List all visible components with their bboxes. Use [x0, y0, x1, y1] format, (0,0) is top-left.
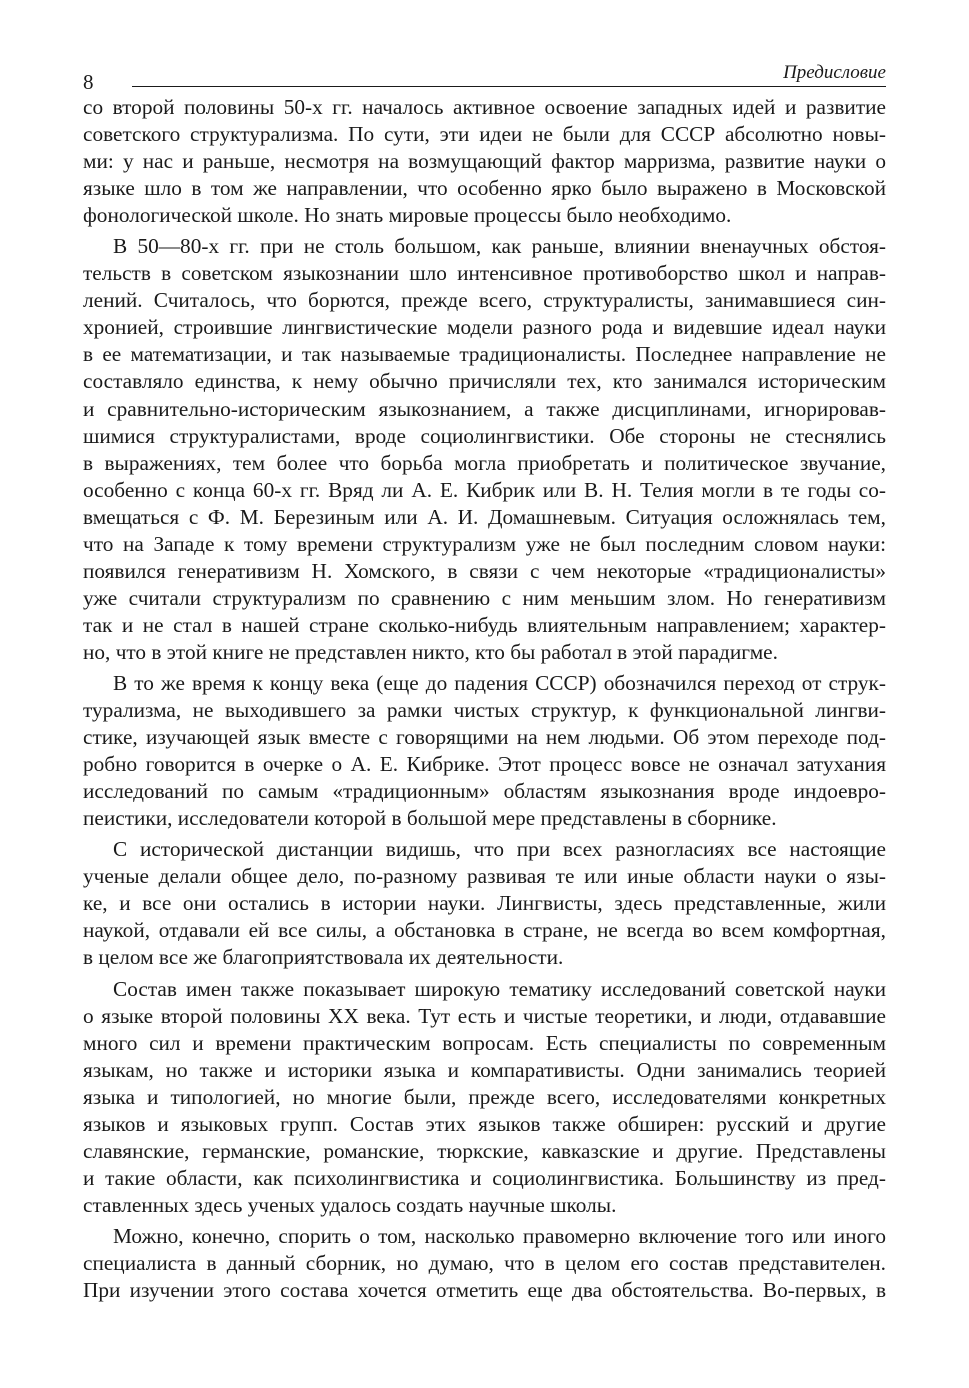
text-line: советского структурализма. По сути, эти идеи не были для СССР абсолютно новы-	[83, 122, 886, 147]
text-line: и такие области, как психолингвистика и социолингвистика. Большинству из пред-	[83, 1165, 886, 1190]
text-line: ученые делали общее дело, по-разному развивая те или иные области науки о язы-	[83, 864, 886, 889]
text-line: ми: у нас и раньше, несмотря на возмущающий фактор марризма, развитие науки о	[83, 149, 886, 174]
text-line: составляло единства, к нему обычно причисляли тех, кто занимался историческим	[83, 369, 886, 394]
text-line: ке, и все они остались в истории науки. Лингвисты, здесь представленные, жили	[83, 891, 886, 916]
text-line: языке шло в том же направлении, что особенно ярко было выражено в Московской	[83, 176, 886, 201]
text-line: уже считали структурализм по сравнению с ним меньшим злом. Но генеративизм	[83, 585, 886, 610]
paragraph	[83, 836, 886, 971]
text-line: робно говорится в очерке о А. Е. Кибрике. Этот процесс вовсе не означал затухания	[83, 752, 886, 777]
text-line: о языке второй половины XX века. Тут есть и чистые теоретики, и люди, отдававшие	[83, 1003, 886, 1028]
text-line: ставленных здесь ученых удалось создать научные школы.	[83, 1192, 617, 1217]
text-line: лений. Считалось, что борются, прежде всего, структуралисты, занимавшиеся син-	[83, 288, 886, 313]
text-line: В то же время к концу века (еще до падения СССР) обозначился переход от струк-	[113, 670, 886, 695]
text-line: стике, изучающей язык вместе с говорящими на нем людьми. Об этом переходе под-	[83, 725, 886, 750]
text-line: появился генеративизм Н. Хомского, в связи с чем некоторые «традиционалисты»	[83, 558, 886, 583]
text-line: в целом все же благоприятствовала их деятельности.	[83, 945, 564, 970]
page-number: 8	[83, 70, 94, 94]
text-line: фонологической школе. Но знать мировые процессы было необходимо.	[83, 203, 732, 228]
text-line: что на Западе к тому времени структурализм уже не был последним словом науки:	[83, 531, 886, 556]
text-line: особенно с конца 60-х гг. Вряд ли А. Е. Кибрик или В. Н. Телия могли в те годы со-	[83, 477, 886, 502]
text-line: и сравнительно-историческим языкознанием, а также дисциплинами, игнорировав-	[83, 396, 886, 421]
text-line: хронией, строившие лингвистические модели разного рода и видевшие идеал науки	[83, 315, 886, 340]
header-rule	[132, 86, 886, 87]
text-line: языков и языковых групп. Состав этих языков также обширен: русский и другие	[83, 1111, 886, 1136]
paragraph	[83, 670, 886, 832]
text-line: много сил и времени практическим вопросам. Есть специалисты по современным	[83, 1030, 886, 1055]
text-line: Можно, конечно, спорить о том, насколько правомерно включение того или иного	[113, 1223, 886, 1248]
text-line: языкам, но также и историки языка и компаративисты. Одни занимались теорией	[83, 1057, 886, 1082]
text-line: славянские, германские, романские, тюркские, кавказские и другие. Представлены	[83, 1138, 886, 1163]
text-line: наукой, отдавали ей все силы, а обстановка в стране, не всегда во всем комфортная,	[83, 918, 886, 943]
paragraph	[83, 233, 886, 666]
text-line: С исторической дистанции видишь, что при всех разногласиях все настоящие	[113, 837, 886, 862]
text-line: вмещаться с Ф. М. Березиным или А. И. Домашневым. Ситуация осложнялась тем,	[83, 504, 886, 529]
text-line: В 50—80-х гг. при не столь большом, как раньше, влиянии вненаучных обстоя-	[113, 234, 886, 259]
running-header	[83, 60, 886, 92]
text-line: но, что в этой книге не представлен никто, кто бы работал в этой парадигме.	[83, 639, 778, 664]
paragraph	[83, 1223, 886, 1304]
paragraph	[83, 94, 886, 229]
book-page	[83, 60, 886, 1304]
text-line: со второй половины 50-х гг. началось активное освоение западных идей и развитие	[83, 95, 886, 119]
text-line: специалиста в данный сборник, но думаю, что в целом его состав представителен.	[83, 1250, 886, 1275]
text-line: турализма, не выходившего за рамки чистых структур, к функциональной лингви-	[83, 698, 886, 723]
text-line: исследований по самым «традиционным» областям языкознания вроде индоевро-	[83, 779, 886, 804]
text-line: языка и типологией, но многие были, прежде всего, исследователями конкретных	[83, 1084, 886, 1109]
text-line: При изучении этого состава хочется отметить еще два обстоятельства. Во-первых, в	[83, 1278, 886, 1303]
body-text	[83, 94, 886, 1304]
text-line: в выражениях, тем более что борьба могла приобретать и политическое звучание,	[83, 450, 886, 475]
text-line: так и не стал в нашей стране сколько-нибудь влиятельным направлением; характер-	[83, 612, 886, 637]
text-line: Состав имен также показывает широкую тематику исследований советской науки	[113, 976, 886, 1001]
text-line: в ее математизации, и так называемые традиционалисты. Последнее направление не	[83, 342, 886, 367]
paragraph	[83, 976, 886, 1219]
text-line: пеистики, исследователи которой в большой мере представлены в сборнике.	[83, 806, 777, 831]
running-header-title: Предисловие	[783, 62, 886, 83]
text-line: шимися структуралистами, вроде социолингвистики. Обе стороны не стеснялись	[83, 423, 886, 448]
text-line: тельств в советском языкознании шло интенсивное противоборство школ и направ-	[83, 261, 886, 286]
